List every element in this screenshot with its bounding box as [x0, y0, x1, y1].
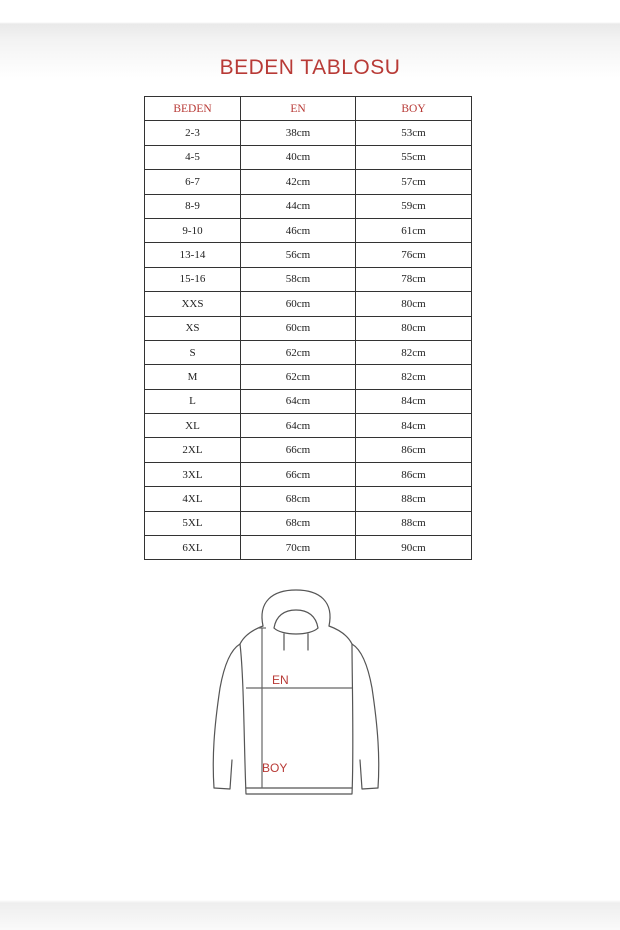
cell-beden: XS — [145, 316, 241, 340]
cell-beden: 13-14 — [145, 243, 241, 267]
cell-beden: XXS — [145, 292, 241, 316]
table-row — [145, 487, 472, 511]
cell-en: 62cm — [241, 340, 356, 364]
table-row — [145, 218, 472, 242]
hoodie-outline-icon — [213, 590, 379, 794]
size-table — [144, 96, 472, 560]
cell-en: 42cm — [241, 170, 356, 194]
cell-boy: 55cm — [356, 145, 472, 169]
table-row — [145, 243, 472, 267]
cell-beden: XL — [145, 414, 241, 438]
table-row — [145, 365, 472, 389]
cell-beden: S — [145, 340, 241, 364]
cell-beden: 6XL — [145, 536, 241, 560]
cell-en: 56cm — [241, 243, 356, 267]
table-row — [145, 316, 472, 340]
cell-boy: 88cm — [356, 487, 472, 511]
width-label: EN — [272, 673, 289, 687]
cell-beden: L — [145, 389, 241, 413]
cell-en: 68cm — [241, 487, 356, 511]
cell-boy: 88cm — [356, 511, 472, 535]
cell-boy: 53cm — [356, 121, 472, 145]
cell-en: 60cm — [241, 292, 356, 316]
table-row — [145, 170, 472, 194]
cell-boy: 80cm — [356, 292, 472, 316]
bottom-shadow-band — [0, 900, 620, 930]
cell-boy: 82cm — [356, 340, 472, 364]
cell-en: 64cm — [241, 414, 356, 438]
cell-boy: 86cm — [356, 462, 472, 486]
table-row — [145, 389, 472, 413]
table-row — [145, 414, 472, 438]
cell-beden: 9-10 — [145, 218, 241, 242]
cell-beden: 5XL — [145, 511, 241, 535]
table-row — [145, 462, 472, 486]
cell-boy: 84cm — [356, 389, 472, 413]
cell-boy: 76cm — [356, 243, 472, 267]
table-body — [145, 121, 472, 560]
cell-boy: 86cm — [356, 438, 472, 462]
cell-boy: 59cm — [356, 194, 472, 218]
length-label: BOY — [262, 761, 288, 775]
cell-boy: 82cm — [356, 365, 472, 389]
cell-beden: 4XL — [145, 487, 241, 511]
hoodie-diagram — [200, 588, 400, 800]
cell-beden: 6-7 — [145, 170, 241, 194]
cell-en: 62cm — [241, 365, 356, 389]
table-row — [145, 194, 472, 218]
table-row — [145, 511, 472, 535]
table-row — [145, 267, 472, 291]
cell-en: 68cm — [241, 511, 356, 535]
cell-boy: 57cm — [356, 170, 472, 194]
cell-beden: 8-9 — [145, 194, 241, 218]
cell-en: 44cm — [241, 194, 356, 218]
cell-beden: 3XL — [145, 462, 241, 486]
cell-beden: 2-3 — [145, 121, 241, 145]
cell-en: 38cm — [241, 121, 356, 145]
cell-beden: M — [145, 365, 241, 389]
cell-boy: 80cm — [356, 316, 472, 340]
cell-en: 66cm — [241, 462, 356, 486]
cell-en: 60cm — [241, 316, 356, 340]
header-boy: BOY — [356, 97, 472, 121]
cell-en: 66cm — [241, 438, 356, 462]
page-title: BEDEN TABLOSU — [219, 56, 401, 79]
table-row — [145, 121, 472, 145]
table-row — [145, 145, 472, 169]
cell-boy: 90cm — [356, 536, 472, 560]
cell-en: 40cm — [241, 145, 356, 169]
cell-beden: 2XL — [145, 438, 241, 462]
header-beden: BEDEN — [145, 97, 241, 121]
cell-beden: 4-5 — [145, 145, 241, 169]
cell-boy: 78cm — [356, 267, 472, 291]
header-en: EN — [241, 97, 356, 121]
cell-beden: 15-16 — [145, 267, 241, 291]
table-header-row — [145, 97, 472, 121]
cell-en: 58cm — [241, 267, 356, 291]
table-row — [145, 438, 472, 462]
cell-en: 70cm — [241, 536, 356, 560]
cell-boy: 84cm — [356, 414, 472, 438]
table-row — [145, 340, 472, 364]
table-row — [145, 292, 472, 316]
table-row — [145, 536, 472, 560]
cell-en: 46cm — [241, 218, 356, 242]
cell-boy: 61cm — [356, 218, 472, 242]
cell-en: 64cm — [241, 389, 356, 413]
